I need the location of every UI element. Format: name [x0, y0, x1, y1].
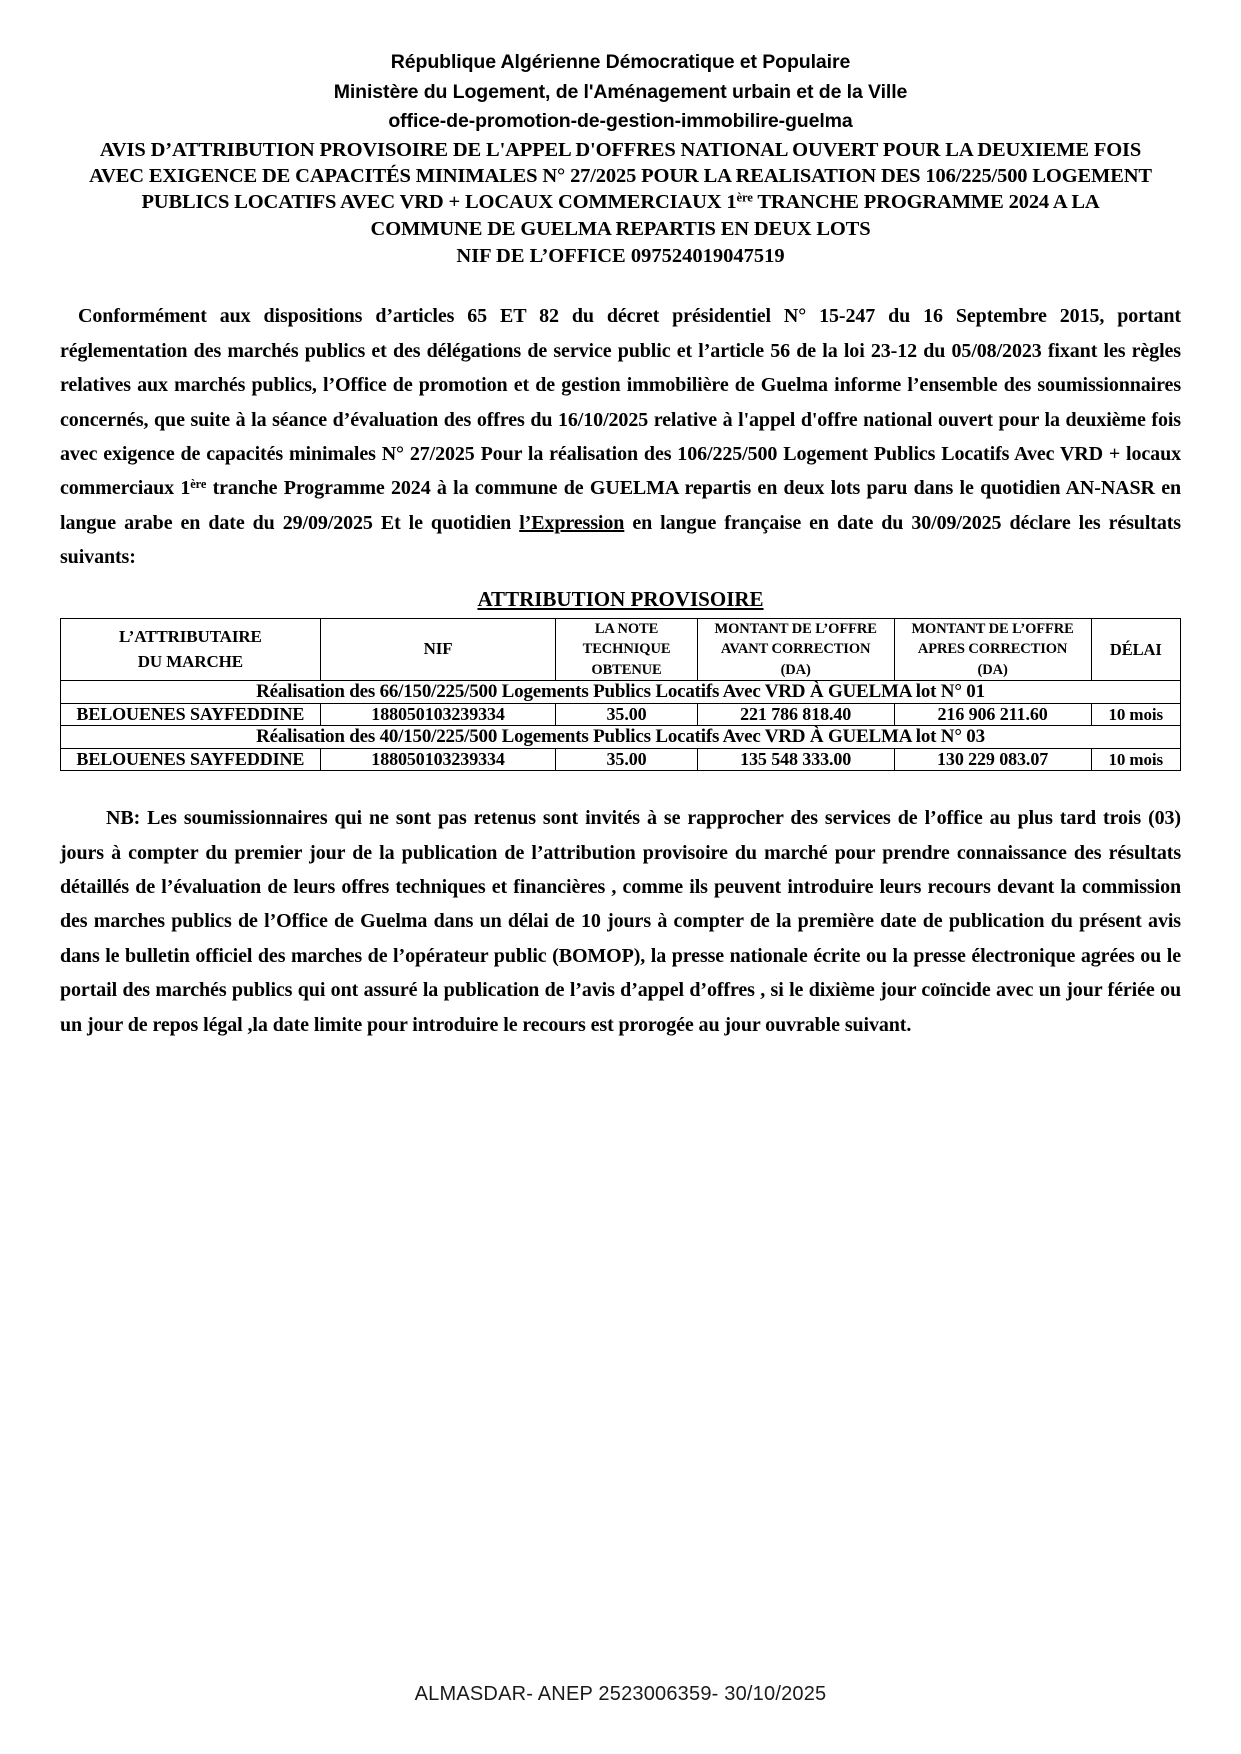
column-header-note-line2: TECHNIQUE [582, 641, 671, 658]
intro-ordinal: ère [190, 477, 207, 492]
column-header-montant-avant [697, 618, 894, 681]
intro-part-2: tranche Programme 2024 à la commune de GUELMA repartis en deux lots paru dans le quotidien AN-NASR en langue arabe en date du 29/09/2025 Et le quotidien [60, 477, 1181, 534]
column-header-avant-line2: AVANT CORRECTION [720, 641, 871, 658]
table-body [61, 681, 1181, 771]
column-header-apres-line2: APRES CORRECTION [917, 641, 1068, 658]
header-office: office-de-promotion-de-gestion-immobilire-guelma [388, 110, 853, 133]
column-header-apres-line1: MONTANT DE L’OFFRE [911, 620, 1074, 637]
intro-part-1: Conformément aux dispositions d’articles 65 ET 82 du décret présidentiel N° 15-247 du 16 Septembre 2015, portant réglementation des marchés publics et des délégations de service public et l’article 56 de la loi 23-12 du 05/08/2023 fixant les règles relatives aux marchés publics, l’Office de promotion et de gestion immobilière de Guelma informe l’ensemble des soumissionnaires concernés, que suite à la séance d’évaluation des offres du 16/10/2025 relative à l'appel d'offre national ouvert pour la deuxième fois avec exigence de capacités minimales N° 27/2025 Pour la réalisation des 106/225/500 Logement Publics Locatifs Avec VRD + locaux commerciaux 1 [60, 305, 1181, 500]
notice-title-line-3-a: PUBLICS LOCATIFS AVEC VRD + LOCAUX COMMERCIAUX 1 [141, 191, 737, 214]
cell-montant-apres: 130 229 083.07 [894, 749, 1091, 771]
cell-nif: 188050103239334 [320, 704, 556, 726]
cell-note-technique: 35.00 [556, 704, 697, 726]
cell-attributaire: BELOUENES SAYFEDDINE [61, 704, 321, 726]
column-header-attributaire [61, 618, 321, 681]
intro-part-3: en langue française en date du 30/09/2025 déclare les résultats suivants: [60, 511, 1181, 569]
header-republic: République Algérienne Démocratique et Populaire [390, 51, 851, 73]
intro-paragraph [60, 299, 1181, 574]
section-title-attribution: ATTRIBUTION PROVISOIRE [477, 586, 764, 611]
header-ministry: Ministère du Logement, de l'Aménagement urbain et de la Ville [333, 80, 908, 103]
cell-note-technique: 35.00 [556, 749, 697, 771]
column-header-avant-line3: (DA) [780, 661, 811, 678]
column-header-nif: NIF [320, 618, 556, 681]
newspaper-name: l’Expression [519, 511, 625, 534]
table-header-row [61, 618, 1181, 681]
notice-title-line-2: AVEC EXIGENCE DE CAPACITÉS MINIMALES N° 27/2025 POUR LA REALISATION DES 106/225/500 LOGEMENT [89, 165, 1152, 188]
cell-montant-avant: 135 548 333.00 [697, 749, 894, 771]
table-row [61, 704, 1181, 726]
cell-montant-avant: 221 786 818.40 [697, 704, 894, 726]
column-header-attributaire-line1: L’ATTRIBUTAIRE [118, 626, 262, 646]
column-header-note-technique [556, 618, 697, 681]
table-row [61, 749, 1181, 771]
column-header-apres-line3: (DA) [977, 661, 1008, 678]
lot-title-2: Réalisation des 40/150/225/500 Logements Publics Locatifs Avec VRD À GUELMA lot N° 03 [61, 726, 1181, 749]
cell-delai: 10 mois [1091, 704, 1180, 726]
column-header-montant-apres [894, 618, 1091, 681]
lot-title-row [61, 681, 1181, 704]
office-nif: NIF DE L’OFFICE 097524019047519 [456, 244, 785, 267]
column-header-attributaire-line2: DU MARCHE [137, 652, 244, 672]
column-header-avant-line1: MONTANT DE L’OFFRE [714, 620, 877, 637]
notice-title-line-1: AVIS D’ATTRIBUTION PROVISOIRE DE L'APPEL D'OFFRES NATIONAL OUVERT POUR LA DEUXIEME FOIS [99, 138, 1142, 161]
attribution-table [60, 618, 1181, 772]
column-header-delai: DÉLAI [1091, 618, 1180, 681]
lot-title-1: Réalisation des 66/150/225/500 Logements Publics Locatifs Avec VRD À GUELMA lot N° 01 [61, 681, 1181, 704]
notice-title [60, 137, 1181, 242]
nb-paragraph: NB: Les soumissionnaires qui ne sont pas retenus sont invités à se rapprocher des services de l’office au plus tard trois (03) jours à compter du premier jour de la publication de l’attribution provisoire du marché pour prendre connaissance des résultats détaillés de l’évaluation de leurs offres techniques et financières , comme ils peuvent introduire leurs recours devant la commission des marches publics de l’Office de Guelma dans un délai de 10 jours à compter de la première date de publication du présent avis dans le bulletin officiel des marches de l’opérateur public (BOMOP), la presse nationale écrite ou la presse électronique agrées ou le portail des marchés publics qui ont assuré la publication de l’avis d’appel d’offres , si le dixième jour coïncide avec un jour fériée ou un jour de repos légal ,la date limite pour introduire le recours est prorogée au jour ouvrable suivant. [60, 807, 1181, 1036]
footer-anep-reference: ALMASDAR- ANEP 2523006359- 30/10/2025 [414, 1683, 827, 1705]
table-header [61, 618, 1181, 681]
cell-delai: 10 mois [1091, 749, 1180, 771]
column-header-note-line1: LA NOTE [594, 620, 659, 637]
lot-title-row [61, 726, 1181, 749]
cell-nif: 188050103239334 [320, 749, 556, 771]
notice-title-line-4: COMMUNE DE GUELMA REPARTIS EN DEUX LOTS [370, 217, 871, 240]
cell-montant-apres: 216 906 211.60 [894, 704, 1091, 726]
document-header [60, 48, 1181, 269]
notice-title-line-3 [60, 189, 1181, 215]
cell-attributaire: BELOUENES SAYFEDDINE [61, 749, 321, 771]
notice-title-line-3-b: TRANCHE PROGRAMME 2024 A LA [752, 191, 1100, 214]
column-header-note-line3: OBTENUE [591, 661, 662, 678]
notice-title-ordinal: ère [736, 191, 753, 205]
